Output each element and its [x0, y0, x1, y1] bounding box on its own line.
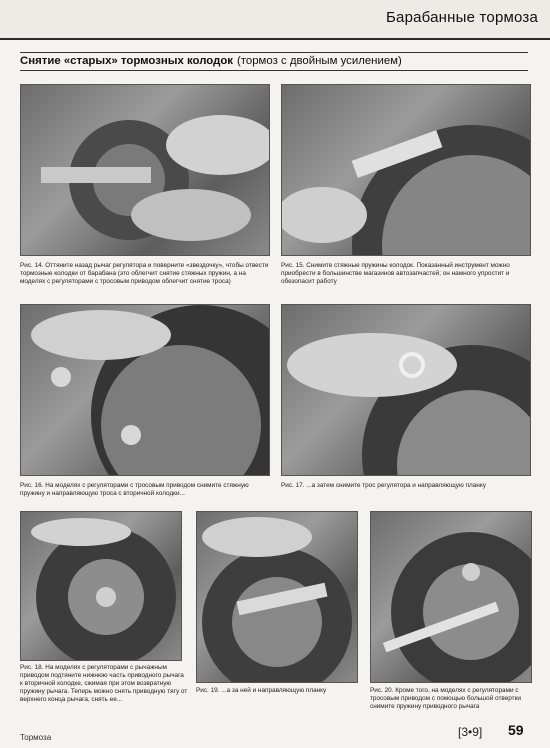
footer-section-label: Тормоза: [20, 733, 52, 742]
figure-20-caption: Рис. 20. Кроме того, на моделях с регуляторами с тросовым приводом с помощью большой отвертки снимите пружину приводного рычага: [370, 687, 521, 710]
figure-19-caption: Рис. 19. ...а за ней и направляющую планку: [196, 687, 327, 694]
header-title: Барабанные тормоза: [385, 9, 538, 26]
figure-18-photo: [20, 511, 182, 661]
figure-15-caption: Рис. 15. Снимите стяжные пружины колодок. Показанный инструмент можно приобрести в большинстве магазинов автозапчастей; он намного упростит и обезопасит работу: [281, 262, 510, 285]
figure-18-caption: Рис. 18. На моделях с регуляторами с рычажным приводом подтяните нижнюю часть приводного рычага к вторичной колодке, сжимая при этом возвратную пружину рычага. Теперь можно снять приводную тягу от верхнего конца рычага, снять ее...: [20, 664, 188, 703]
footer-ref: [3•9]: [458, 725, 483, 739]
figure-14-caption: Рис. 14. Оттяните назад рычаг регулятора и поверните «звездочку», чтобы отвести тормозные колодки от барабана (это облегчит снятие стяжных пружин, а на моделях с регуляторами с тросовым приводом облегчит снятие троса): [20, 262, 269, 285]
figure-14-photo: [20, 84, 270, 256]
figure-15-photo: [281, 84, 531, 256]
figure-20-photo: [370, 511, 532, 683]
section-title-rest: (тормоз с двойным усилением): [237, 55, 402, 67]
figure-16-caption: Рис. 16. На моделях с регуляторами с тросовым приводом снимите стяжную пружину и направляющую троса с вторичной колодки...: [20, 482, 249, 497]
figure-17-caption: Рис. 17. ...а затем снимите трос регулятора и направляющую планку: [281, 482, 486, 489]
page-number: 59: [508, 722, 524, 738]
figure-16-photo: [20, 304, 270, 476]
section-title: [20, 52, 528, 71]
section-title-lead: Снятие «старых» тормозных колодок: [20, 55, 233, 67]
page-header: [0, 0, 550, 40]
figure-19-photo: [196, 511, 358, 683]
figure-17-photo: [281, 304, 531, 476]
